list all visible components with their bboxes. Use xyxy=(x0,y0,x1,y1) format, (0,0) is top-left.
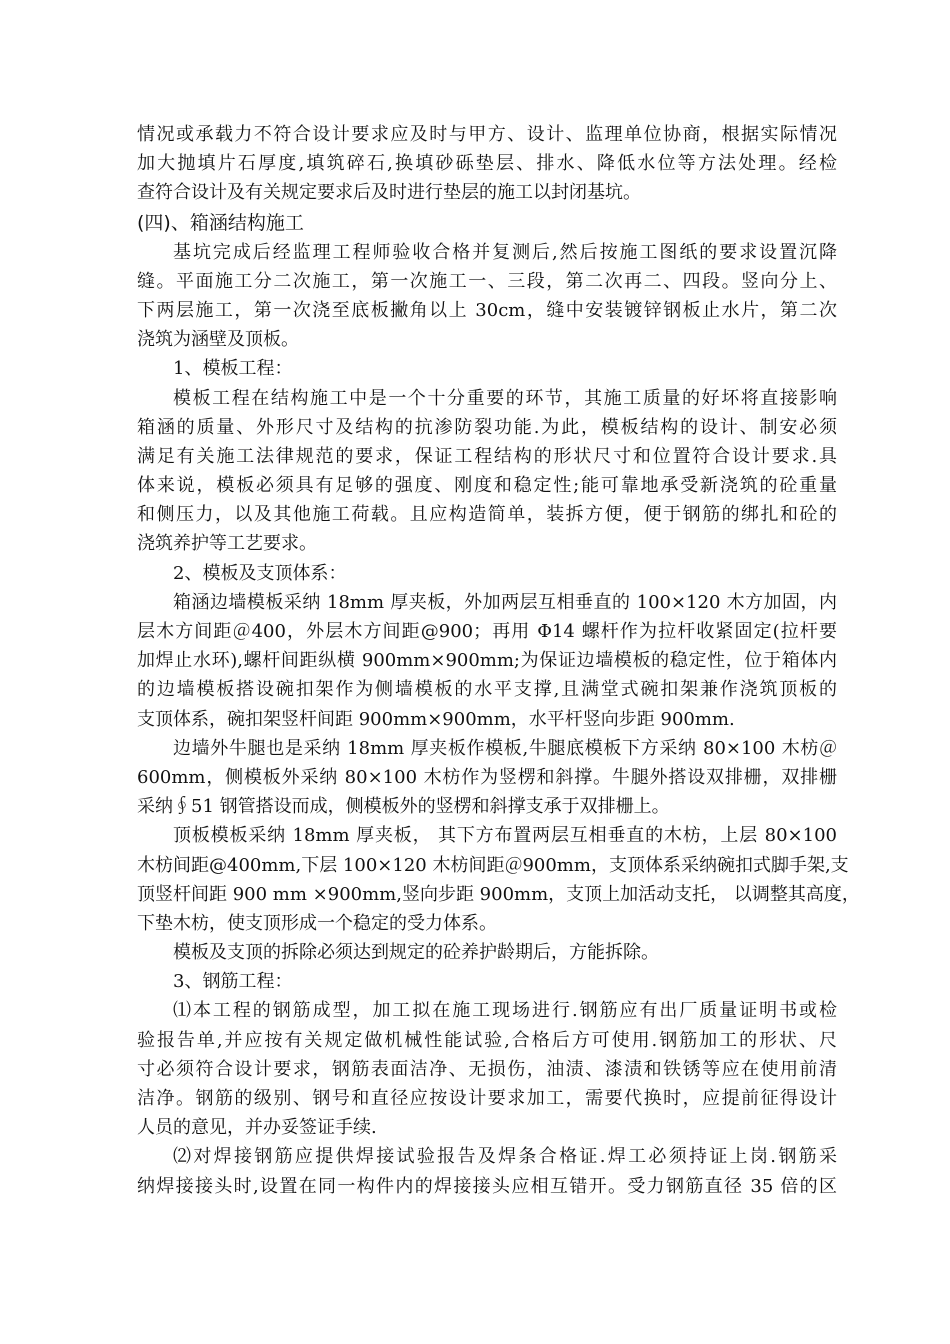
paragraph-roof-formwork xyxy=(137,821,860,938)
text-line: 木枋间距@400mm,下层 100×120 木枋间距＠900mm，支顶体系采纳碗扣式脚手架,支 xyxy=(137,854,849,876)
paragraph-side-wall-formwork xyxy=(137,588,837,734)
text-line: ⑴本工程的钢筋成型，加工拟在施工现场进行.钢筋应有出厂质量证明书或检 xyxy=(173,1000,837,1022)
text-line: 下两层施工，第一次浇至底板撇角以上 30cm，缝中安装镀锌钢板止水片，第二次 xyxy=(137,299,837,321)
text-line: 顶竖杆间距 900 mm ×900mm,竖向步距 900mm，支顶上加活动支托， 以调整其高度， xyxy=(137,883,860,905)
subheading-formwork: 1、模板工程： xyxy=(173,358,293,380)
paragraph-formwork xyxy=(137,384,837,559)
document-page xyxy=(137,120,860,1201)
text-line: 600mm，侧模板外采纳 80×100 木枋作为竖楞和斜撑。牛腿外搭设双排栅，双排栅 xyxy=(137,766,837,788)
text-line: 顶板模板采纳 18mm 厚夹板， 其下方布置两层互相垂直的木枋，上层 80×100 xyxy=(173,825,837,847)
text-line: 基坑完成后经监理工程师验收合格并复测后,然后按施工图纸的要求设置沉降 xyxy=(173,241,837,263)
text-line: 的边墙模板搭设碗扣架作为侧墙模板的水平支撑,且满堂式碗扣架兼作浇筑顶板的 xyxy=(137,679,837,701)
text-line: 层木方间距＠400，外层木方间距@900；再用 Φ14 螺杆作为拉杆收紧固定(拉杆要 xyxy=(137,621,837,642)
text-line: 加焊止水环),螺杆间距纵横 900mm×900mm;为保证边墙模板的稳定性，位于箱体内 xyxy=(137,650,837,672)
text-line: 支顶体系，碗扣架竖杆间距 900mm×900mm，水平杆竖向步距 900mm. xyxy=(137,708,735,730)
paragraph-rebar-processing xyxy=(137,996,837,1142)
text-line: 模板及支顶的拆除必须达到规定的砼养护龄期后，方能拆除。 xyxy=(173,942,659,964)
subheading-rebar: 3、钢筋工程： xyxy=(173,971,293,993)
text-line: 边墙外牛腿也是采纳 18mm 厚夹板作模板,牛腿底模板下方采纳 80×100 木枋＠ xyxy=(173,737,837,759)
text-line: 满足有关施工法律规范的要求，保证工程结构的形状尺寸和位置符合设计要求.具 xyxy=(137,445,837,467)
text-line: 情况或承载力不符合设计要求应及时与甲方、设计、监理单位协商，根据实际情况 xyxy=(137,124,837,145)
text-line: 人员的意见，并办妥签证手续. xyxy=(137,1117,377,1139)
paragraph-removal xyxy=(137,938,837,967)
text-line: ⑵对焊接钢筋应提供焊接试验报告及焊条合格证.焊工必须持证上岗.钢筋采 xyxy=(173,1146,837,1168)
text-line: 洁净。钢筋的级别、钢号和直径应按设计要求加工，需要代换时，应提前征得设计 xyxy=(137,1088,837,1109)
paragraph-corbel-formwork xyxy=(137,734,837,822)
text-line: 和侧压力，以及其他施工荷载。且应构造简单，装拆方便，便于钢筋的绑扎和砼的 xyxy=(137,504,837,526)
text-line: 体来说，模板必须具有足够的强度、刚度和稳定性;能可靠地承受新浇筑的砼重量 xyxy=(137,475,837,497)
text-line: 加大抛填片石厚度,填筑碎石,换填砂砾垫层、排水、降低水位等方法处理。经检 xyxy=(137,153,837,175)
paragraph-construction-sequence xyxy=(137,238,837,355)
text-line: 模板工程在结构施工中是一个十分重要的环节，其施工质量的好坏将直接影响 xyxy=(173,387,837,409)
text-line: 纳焊接接头时,设置在同一构件内的焊接接头应相互错开。受力钢筋直径 35 倍的区 xyxy=(137,1175,837,1197)
text-line: 浇筑养护等工艺要求。 xyxy=(137,533,317,555)
subheading-support-system: 2、模板及支顶体系： xyxy=(173,562,347,584)
text-line: 浇筑为涵壁及顶板。 xyxy=(137,329,299,351)
text-line: 验报告单,并应按有关规定做机械性能试验,合格后方可使用.钢筋加工的形状、尺 xyxy=(137,1029,837,1051)
text-line: 查符合设计及有关规定要求后及时进行垫层的施工以封闭基坑。 xyxy=(137,182,641,204)
text-line: 缝。平面施工分二次施工，第一次施工一、三段，第二次再二、四段。竖向分上、 xyxy=(137,270,837,292)
text-line: 寸必须符合设计要求，钢筋表面洁净、无损伤，油渍、漆渍和铁锈等应在使用前清 xyxy=(137,1058,837,1080)
paragraph-foundation-treatment xyxy=(137,120,837,208)
paragraph-rebar-welding xyxy=(137,1142,837,1200)
text-line: 采纳∮51 钢管搭设而成，侧模板外的竖楞和斜撑支承于双排栅上。 xyxy=(137,796,670,818)
text-line: 下垫木枋，使支顶形成一个稳定的受力体系。 xyxy=(137,912,497,934)
section-heading: (四)、箱涵结构施工 xyxy=(137,211,304,234)
text-line: 箱涵边墙模板采纳 18mm 厚夹板，外加两层互相垂直的 100×120 木方加固，内 xyxy=(173,591,837,613)
text-line: 箱涵的质量、外形尺寸及结构的抗渗防裂功能.为此，模板结构的设计、制安必须 xyxy=(137,416,837,438)
